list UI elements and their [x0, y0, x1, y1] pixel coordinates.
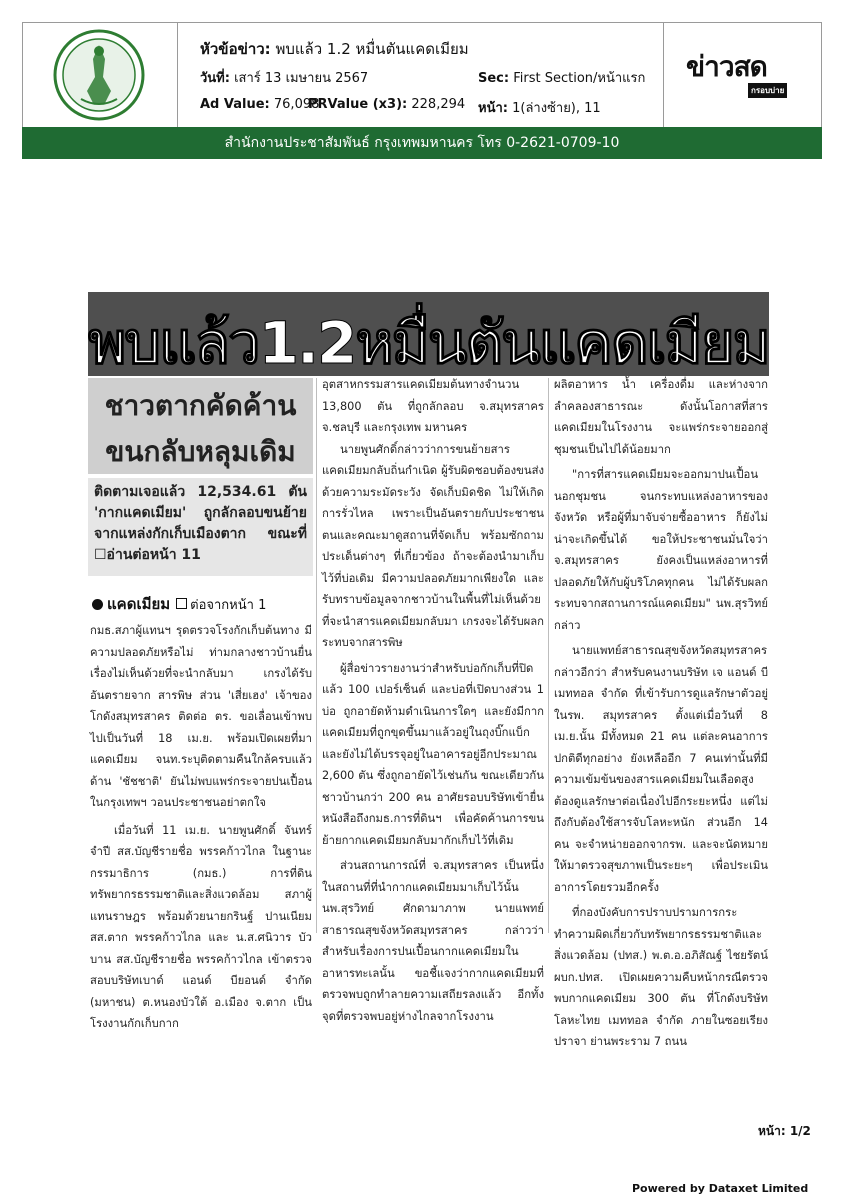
pr-value-row [308, 97, 465, 112]
subheadline-box [88, 378, 313, 474]
date-label: วันที่: [200, 71, 230, 86]
bangkok-seal-icon [53, 29, 145, 121]
continuation-kicker [92, 592, 266, 616]
headline-value: พบแล้ว 1.2 หมื่นตันแคดเมียม [275, 40, 469, 58]
subheadline-line-1: ชาวตากคัดค้าน [104, 389, 297, 422]
edition-badge: กรอบบ่าย [748, 83, 787, 98]
section-value: First Section/หน้าแรก [513, 71, 646, 86]
date-value: เสาร์ 13 เมษายน 2567 [234, 71, 369, 86]
lead-box [88, 478, 313, 576]
paragraph: ผู้สื่อข่าวรายงานว่าสำหรับบ่อกักเก็บที่ปิดแล้ว 100 เปอร์เซ็นต์ และบ่อที่เปิดบางส่วน 1 บ่อ ถูกอายัดห้ามดำเนินการใดๆ และยังมีกากแคดเมียมที่ถูกขุดขึ้นมาแล้วอยู่ในถุงบิ๊กแบ็ก และยังไม่ได้บรรจุอยู่ในอาคารอยู่อีกประมาณ 2,600 ตัน ซึ่งถูกอายัดไว้เช่นกัน ขณะเดียวกันชาวบ้านกว่า 200 คน อาศัยรอบบริษัทเข้ายื่นหนังสือถึงกมธ.การที่ดินฯ เพื่อคัดค้านการขนย้ายกากแคดเมียมกลับมากักเก็บไว้ที่เดิม [322, 661, 544, 847]
subheadline-line-2: ขนกลับหลุมเดิม [105, 435, 296, 468]
paragraph: นายแพทย์สาธารณสุขจังหวัดสมุทรสาครกล่าวอีกว่า สำหรับคนงานบริษัท เจ แอนด์ บี เมททอล จำกัด ที่เข้ารับการดูแลรักษาตัวอยู่ในรพ. สมุทรสาคร ตั้งแต่เมื่อวันที่ 8 เม.ย.นั้น มีทั้งหมด 21 คน แต่ละคนอาการปกติดีทุกอย่าง ยังเหลืออีก 7 คนเท่านั้นที่มีความเข้มข้นของสารแคดเมียมในเลือดสูง ต้องดูแลรักษาต่อเนื่องไปอีกระยะหนึ่ง แต่ไม่ถึงกับต้องใช้สารจับโลหะหนัก ส่วนอีก 14 คน จะจำหน่ายออกจากรพ. และจะนัดหมายให้มาตรวจสุขภาพเป็นระยะๆ เพื่อประเมินอาการโดยรวมอีกครั้ง [554, 644, 768, 894]
clipping-header [22, 22, 822, 128]
paragraph: ส่วนสถานการณ์ที่ จ.สมุทรสาคร เป็นหนึ่งในสถานที่ที่นำกากแคดเมียมมาเก็บไว้นั้น นพ.สุรวิทย์ ศักดามาภาพ นายแพทย์สาธารณสุขจังหวัดสมุทรสาคร กล่าวว่าสำหรับเรื่องการปนเปื้อนกากแคดเมียมในอาหารทะเลนั้น ขอชี้แจงว่ากากแคดเมียมที่ตรวจพบถูกทำลายความเสถียรลงแล้ว อีกทั้งจุดที่ตรวจพบอยู่ห่างไกลจากโรงงาน [322, 859, 544, 1023]
page-label: หน้า: [478, 101, 508, 116]
checkbox-icon [176, 598, 187, 609]
newspaper-logo: ข่าวสด [686, 50, 767, 83]
headline-row [200, 37, 469, 61]
article-headline: พบแล้ว1.2หมื่นตันแคดเมียม [88, 309, 769, 377]
kicker-label: แคดเมียม [107, 595, 171, 613]
lead-text: ติดตามเจอแล้ว 12,534.61 ตัน 'กากแคดเมียม' ถูกลักลอบขนย้ายจากแหล่งกักเก็บเมืองตาก ขณะที่ ☐อ่านต่อหน้า 11 [94, 484, 307, 563]
article-headline-banner [88, 292, 769, 376]
paragraph: "การที่สารแคดเมียมจะออกมาปนเปื้อนนอกชุมชน จนกระทบแหล่งอาหารของจังหวัด หรือผู้ที่มาจับจ่ายซื้ออาหาร ก็ยังไม่น่าจะเกิดขึ้นได้ ขอให้ประชาชนมั่นใจว่า จ.สมุทรสาคร ยังคงเป็นแหล่งอาหารที่ปลอดภัยให้กับผู้บริโภคทุกคน ไม่ได้รับผลกระทบจากสถานการณ์แคดเมียม" นพ.สุรวิทย์กล่าว [554, 468, 768, 632]
paragraph: ที่กองบังคับการปราบปรามการกระทำความผิดเกี่ยวกับทรัพยากรธรรมชาติและสิ่งแวดล้อม (ปทส.) พ.ต.อ.อภิสัณฐ์ ไชยรัตน์ ผบก.ปทส. เปิดเผยความคืบหน้ากรณีตรวจพบกากแคดเมียม 300 ตัน ที่โกดังบริษัท โลหะไทย เมททอล จำกัด ภายในซอยเรียงปราจา ย่านพระราม 7 ถนน [554, 906, 768, 1048]
date-row [200, 67, 368, 88]
logo-cell [23, 23, 178, 127]
paragraph: ผลิตอาหาร น้ำ เครื่องดื่ม และห่างจากลำคลองสาธารณะ ดังนั้นโอกาสที่สารแคดเมียมในโรงงาน จะแพร่กระจายออกสู่ชุมชนเป็นไปได้น้อยมาก [554, 378, 768, 456]
headline-label: หัวข้อข่าว: [200, 40, 271, 58]
column-divider [548, 378, 549, 933]
column-divider [316, 378, 317, 933]
section-label: Sec: [478, 71, 510, 86]
paragraph: อุตสาหกรรมสารแคดเมียมต้นทางจำนวน 13,800 ตัน ที่ถูกลักลอบ จ.สมุทรสาคร จ.ชลบุรี และกรุงเทพ มหานคร [322, 378, 544, 434]
paragraph: กมธ.สภาผู้แทนฯ รุดตรวจโรงกักเก็บต้นทาง มีความปลอดภัยหรือไม่ ท่ามกลางชาวบ้านยื่นเรื่องไม่เห็นด้วยที่จะนำกลับมา เกรงได้รับอันตรายจาก สารพิษ ส่วน 'เสี่ยเฮง' เจ้าของโกดังสมุทรสาคร ติดต่อ ตร. ขอเลื่อนเข้าพบไปเป็นวันที่ 18 เม.ย. พร้อมเปิดเผยที่มาแคดเมียม จนท.ระบุติดตามคืนใกล้ครบแล้ว ด้าน 'ชัชชาติ' ยันไม่พบแพร่กระจายปนเปื้อนในกรุงเทพฯ วอนประชาชนอย่าตกใจ [90, 624, 312, 809]
clipping-info [178, 23, 662, 127]
ad-value-label: Ad Value: [200, 97, 270, 112]
paragraph: เมื่อวันที่ 11 เม.ย. นายพูนศักดิ์ จันทร์จำปี สส.บัญชีรายชื่อ พรรคก้าวไกล ในฐานะกรรมาธิการ (กมธ.) การที่ดิน ทรัพยากรธรรมชาติและสิ่งแวดล้อม สภาผู้แทนราษฎร พร้อมด้วยนายกรินฐ์ ปานเนียม สส.ตาก พรรคก้าวไกล และ น.ส.ศนิวาร บัวบาน สส.บัญชีรายชื่อ พรรคก้าวไกล เข้าตรวจสอบบริษัทเบาด์ แอนด์ บียอนด์ จำกัด (มหาชน) ต.หนองบัวใต้ อ.เมือง จ.ตาก เป็นโรงงานกักเก็บกาก [90, 823, 312, 1030]
article-column-2 [322, 374, 544, 1027]
page-number: หน้า: 1/2 [758, 1124, 811, 1138]
brand-cell [663, 23, 822, 127]
powered-by: Powered by Dataxet Limited [632, 1182, 809, 1195]
page-value: 1(ล่างซ้าย), 11 [512, 101, 601, 116]
pr-value-label: PRValue (x3): [308, 97, 408, 112]
pr-office-bar: สำนักงานประชาสัมพันธ์ กรุงเทพมหานคร โทร 0-2621-0709-10 [22, 127, 822, 159]
section-row [478, 67, 645, 88]
bullet-icon [92, 599, 103, 610]
pr-value: 228,294 [411, 97, 466, 112]
article-column-1 [90, 620, 312, 1035]
article-column-3 [554, 374, 768, 1053]
page-row [478, 97, 601, 118]
ad-value-row [200, 97, 319, 112]
kicker-continued: ต่อจากหน้า 1 [190, 598, 267, 613]
paragraph: นายพูนศักดิ์กล่าวว่าการขนย้ายสารแคดเมียมกลับถิ่นกำเนิด ผู้รับผิดชอบต้องขนส่งด้วยความระมัดระวัง จัดเก็บมิดชิด ไม่ให้เกิดการรั่วไหล เพราะเป็นอันตรายกับประชาชน ตนและคณะมาดูสถานที่จัดเก็บ พร้อมซักถามประเด็นต่างๆ ที่เกี่ยวข้อง ถ้าจะต้องนำมาเก็บไว้ที่บ่อเดิม มีความปลอดภัยมากเพียงใด และรับทราบข้อมูลจากชาวบ้านในพื้นที่ไม่เห็นด้วยที่จะนำสารแคดเมียมกลับมา เกรงจะได้รับผลกระทบจากสารพิษ [322, 442, 544, 649]
ad-value: 76,098 [273, 97, 320, 112]
